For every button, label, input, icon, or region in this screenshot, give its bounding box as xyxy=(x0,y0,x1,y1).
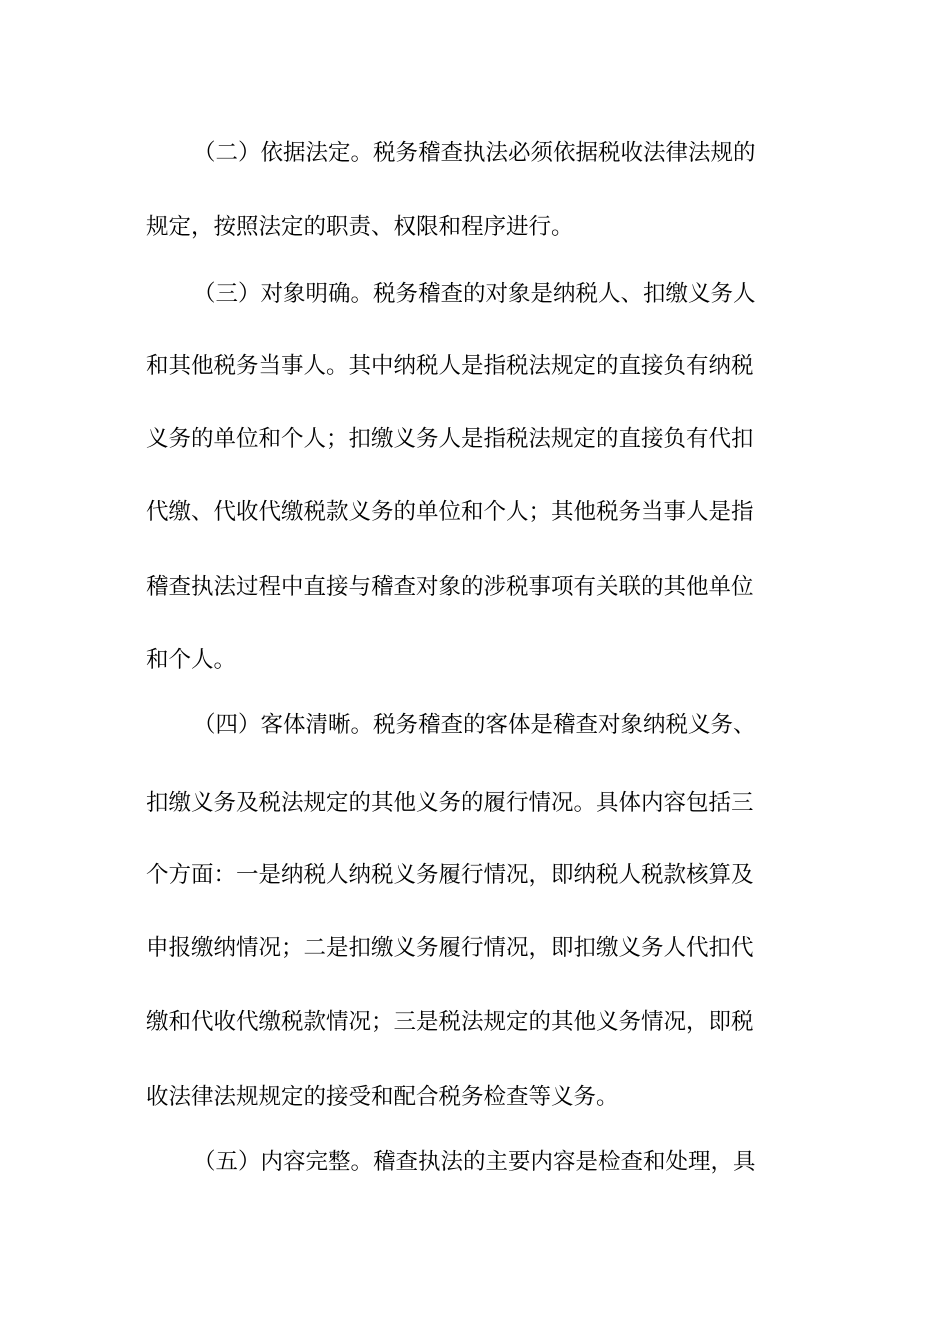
paragraph-2-line-2: 规定，按照法定的职责、权限和程序进行。 xyxy=(146,214,574,240)
paragraph-3-line-3: 义务的单位和个人；扣缴义务人是指税法规定的直接负有代扣 xyxy=(146,426,754,452)
paragraph-5-line-1: （五）内容完整。稽查执法的主要内容是检查和处理，具 xyxy=(193,1149,756,1175)
paragraph-3-line-6: 和个人。 xyxy=(146,647,237,673)
paragraph-4-line-1: （四）客体清晰。税务稽查的客体是稽查对象纳税义务、 xyxy=(193,712,756,738)
paragraph-3-line-1: （三）对象明确。税务稽查的对象是纳税人、扣缴义务人 xyxy=(193,281,756,307)
paragraph-4-line-5: 缴和代收代缴税款情况；三是税法规定的其他义务情况，即税 xyxy=(146,1009,754,1035)
paragraph-4-line-3: 个方面：一是纳税人纳税义务履行情况，即纳税人税款核算及 xyxy=(146,862,754,888)
paragraph-4-line-4: 申报缴纳情况；二是扣缴义务履行情况，即扣缴义务人代扣代 xyxy=(146,935,754,961)
paragraph-4-line-6: 收法律法规规定的接受和配合税务检查等义务。 xyxy=(146,1084,619,1110)
paragraph-3-line-2: 和其他税务当事人。其中纳税人是指税法规定的直接负有纳税 xyxy=(146,353,754,379)
paragraph-3-line-4: 代缴、代收代缴税款义务的单位和个人；其他税务当事人是指 xyxy=(146,499,754,525)
paragraph-2-line-1: （二）依据法定。税务稽查执法必须依据税收法律法规的 xyxy=(193,140,756,166)
paragraph-4-line-2: 扣缴义务及税法规定的其他义务的履行情况。具体内容包括三 xyxy=(146,790,754,816)
paragraph-3-line-5: 稽查执法过程中直接与稽查对象的涉税事项有关联的其他单位 xyxy=(146,574,754,600)
